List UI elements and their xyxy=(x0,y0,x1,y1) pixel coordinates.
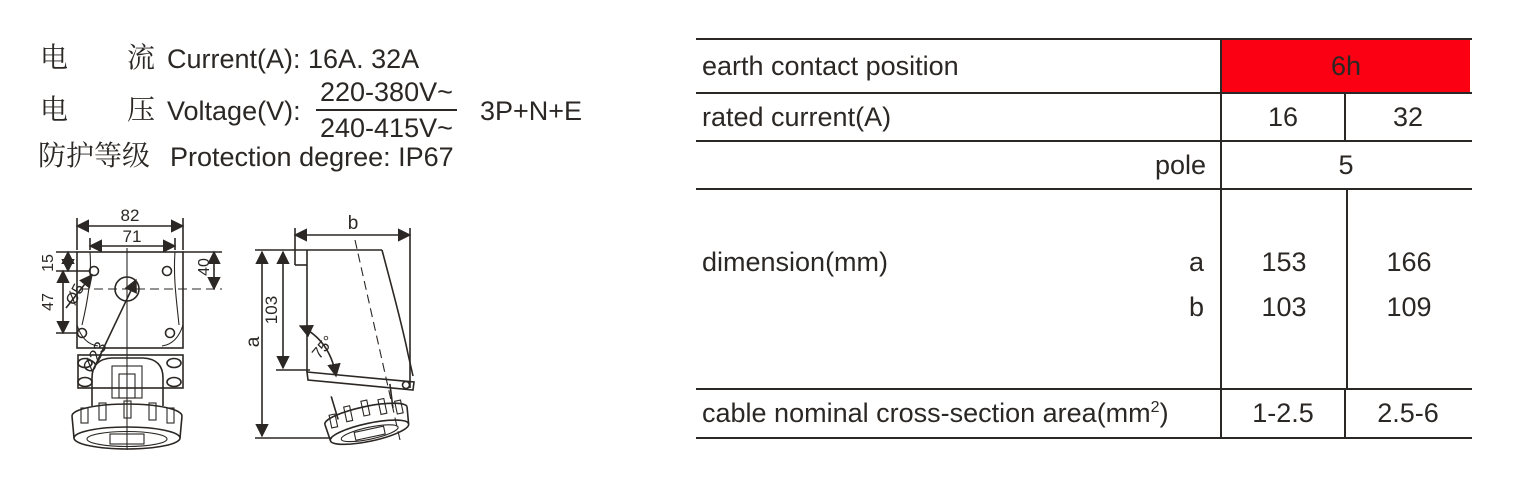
rated-current-label: rated current(A) xyxy=(696,94,1222,140)
dim-40-label: 40 xyxy=(196,258,213,276)
cable-label-text: cable nominal cross-section area(mm xyxy=(702,398,1151,428)
dim-82-label: 82 xyxy=(120,206,140,225)
dim-b-label: b xyxy=(347,213,359,234)
dimension-b-32: 109 xyxy=(1386,292,1432,322)
voltage-cn-char-2: 压 xyxy=(127,94,156,125)
side-view-body xyxy=(295,240,414,450)
table-row-earth-contact xyxy=(696,40,1472,94)
side-view-drawing xyxy=(243,192,460,482)
dimension-a-16: 153 xyxy=(1261,247,1307,277)
dimension-values-32 xyxy=(1348,190,1470,388)
voltage-range-bottom: 240-415V~ xyxy=(320,113,453,143)
rated-current-16: 16 xyxy=(1222,94,1346,140)
spec-table xyxy=(696,38,1472,439)
dim-47-label: 47 xyxy=(40,293,57,311)
dim-103-label: 103 xyxy=(262,295,281,325)
voltage-range-fraction xyxy=(316,76,457,144)
dimension-label-cell xyxy=(696,190,1222,388)
current-text: Current(A): 16A. 32A xyxy=(167,44,420,74)
table-row-dimension xyxy=(696,190,1472,390)
earth-contact-value: 6h xyxy=(1222,40,1470,92)
dim-d23-label: Ø23 xyxy=(78,338,111,376)
dimension-key-a: a xyxy=(1188,247,1204,277)
dim-71-label: 71 xyxy=(122,227,142,246)
protection-text: Protection degree: IP67 xyxy=(170,142,454,172)
dimension-keys xyxy=(1189,246,1204,324)
voltage-config: 3P+N+E xyxy=(480,96,583,126)
cable-value-32: 2.5-6 xyxy=(1377,398,1439,428)
cable-label xyxy=(696,390,1222,437)
side-view-dimensions xyxy=(255,228,410,438)
voltage-label: Voltage(V): xyxy=(167,96,301,126)
table-row-cable xyxy=(696,390,1472,439)
earth-contact-label: earth contact position xyxy=(696,40,1222,92)
table-row-rated-current xyxy=(696,94,1472,142)
dim-75deg-label: 75° xyxy=(309,332,338,363)
dimension-b-16: 103 xyxy=(1261,292,1307,322)
current-cn-char-2: 流 xyxy=(127,42,156,73)
rated-current-32: 32 xyxy=(1392,101,1424,132)
front-view-drawing xyxy=(36,192,251,482)
cable-value-16: 1-2.5 xyxy=(1222,390,1346,437)
dimension-key-b: b xyxy=(1188,292,1204,322)
cable-label-sup: 2 xyxy=(1150,399,1160,416)
pole-value: 5 xyxy=(1338,149,1354,180)
current-cn-char-1: 电 xyxy=(40,42,69,73)
dimension-values-16 xyxy=(1222,190,1348,388)
dim-a-label: a xyxy=(243,336,264,348)
side-gland xyxy=(319,381,412,449)
pole-label: pole xyxy=(696,142,1222,188)
cable-label-close: ) xyxy=(1159,398,1169,428)
dimension-a-32: 166 xyxy=(1386,247,1432,277)
voltage-cn-char-1: 电 xyxy=(40,94,69,125)
protection-cn: 防护等级 xyxy=(38,140,151,171)
dim-15-label: 15 xyxy=(40,254,57,272)
voltage-range-top: 220-380V~ xyxy=(316,76,457,111)
dim-d5-label: Ø5 xyxy=(63,281,89,309)
table-row-pole xyxy=(696,142,1472,190)
dimension-label: dimension(mm) xyxy=(702,247,889,277)
